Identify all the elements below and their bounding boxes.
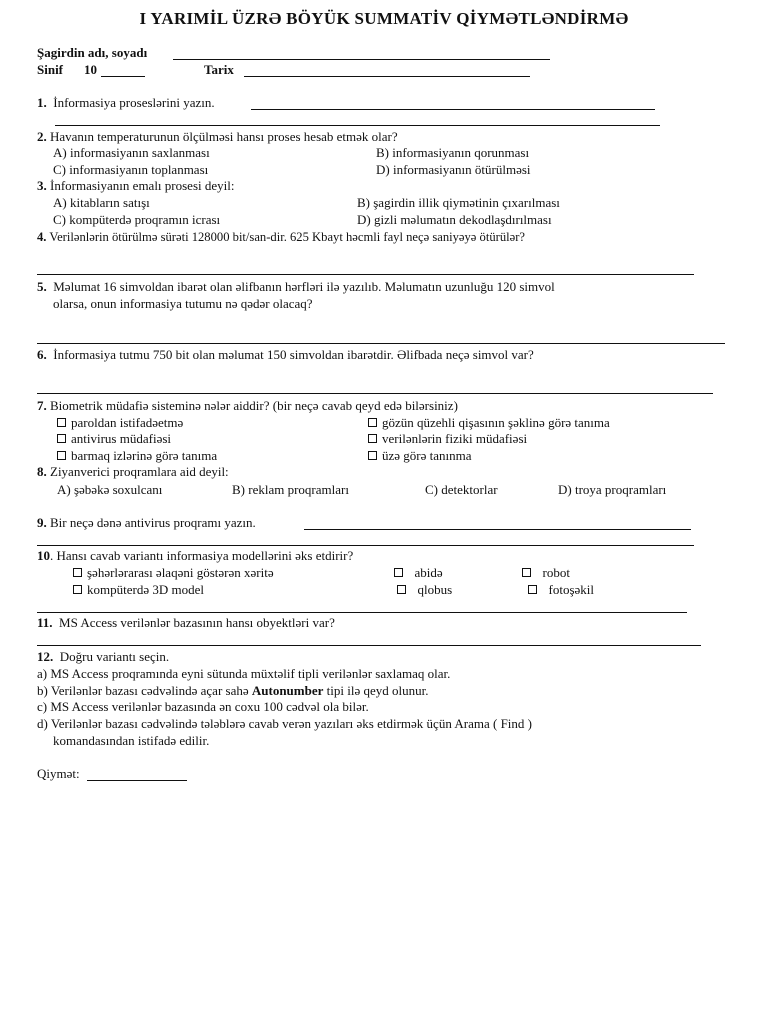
option-label: üzə görə tanınma bbox=[382, 448, 472, 463]
student-name-field[interactable] bbox=[173, 59, 550, 60]
statement-text: tipi ilə qeyd olunur. bbox=[326, 683, 429, 698]
option-label: kompüterdə 3D model bbox=[87, 582, 204, 597]
option-label: antivirus müdafiəsi bbox=[71, 431, 172, 446]
option-c[interactable]: C) informasiyanın toplanması bbox=[53, 162, 209, 177]
question-number: 8. bbox=[37, 464, 47, 479]
checkbox-option[interactable] bbox=[368, 431, 527, 447]
option-label: barmaq izlərinə görə tanıma bbox=[71, 448, 218, 463]
option-a[interactable]: A) şəbəkə soxulcanı bbox=[57, 482, 163, 497]
question-3 bbox=[37, 178, 234, 194]
question-text: Məlumat 16 simvoldan ibarət olan əlifbanın hərfləri ilə yazılıb. Məlumatın uzunluğu 120 simvol bbox=[53, 279, 555, 294]
statement-text: b) Verilənlər bazası cədvəlində açar sahə bbox=[37, 683, 249, 698]
answer-line[interactable] bbox=[37, 274, 694, 275]
checkbox-icon[interactable] bbox=[368, 418, 377, 427]
question-10 bbox=[37, 548, 353, 564]
answer-line[interactable] bbox=[251, 109, 655, 110]
statement-d-continued: komandasından istifadə edilir. bbox=[53, 733, 210, 748]
class-value: 10 bbox=[84, 62, 97, 77]
question-number: 10 bbox=[37, 548, 50, 563]
checkbox-option[interactable] bbox=[57, 415, 183, 431]
question-number: 9. bbox=[37, 515, 47, 530]
answer-line[interactable] bbox=[304, 529, 691, 530]
option-d[interactable]: D) gizli məlumatın dekodlaşdırılması bbox=[357, 212, 552, 227]
answer-line[interactable] bbox=[37, 545, 694, 546]
option-b[interactable]: B) reklam proqramları bbox=[232, 482, 349, 497]
question-text: MS Access verilənlər bazasının hansı obyektləri var? bbox=[59, 615, 335, 630]
question-text: Ziyanverici proqramlara aid deyil: bbox=[50, 464, 229, 479]
checkbox-icon[interactable] bbox=[368, 451, 377, 460]
question-8 bbox=[37, 464, 229, 480]
student-name-label: Şagirdin adı, soyadı bbox=[37, 45, 148, 60]
question-9 bbox=[37, 515, 256, 531]
answer-line[interactable] bbox=[37, 343, 725, 344]
question-text: . Hansı cavab variantı informasiya modellərini əks etdirir? bbox=[50, 548, 354, 563]
checkbox-option[interactable] bbox=[57, 448, 217, 464]
question-number: 4. bbox=[37, 230, 47, 244]
question-number: 1. bbox=[37, 95, 47, 110]
option-label: şəhərlərarası əlaqəni göstərən xəritə bbox=[87, 565, 274, 580]
statement-b[interactable] bbox=[37, 683, 428, 699]
option-label: gözün qüzehli qişasının şəklinə görə tanıma bbox=[382, 415, 610, 430]
statement-keyword: Autonumber bbox=[251, 683, 324, 698]
checkbox-icon[interactable] bbox=[528, 585, 537, 594]
question-4 bbox=[37, 229, 525, 245]
checkbox-icon[interactable] bbox=[57, 434, 66, 443]
question-5-continued: olarsa, onun informasiya tutumu nə qədər olacaq? bbox=[53, 296, 313, 311]
option-label: qlobus bbox=[417, 582, 453, 597]
answer-line[interactable] bbox=[55, 125, 660, 126]
checkbox-icon[interactable] bbox=[394, 568, 403, 577]
option-c[interactable]: C) kompüterdə proqramın icrası bbox=[53, 212, 221, 227]
question-11 bbox=[37, 615, 335, 631]
date-field[interactable] bbox=[244, 76, 530, 77]
option-c[interactable]: C) detektorlar bbox=[425, 482, 498, 497]
question-number: 12. bbox=[37, 649, 54, 664]
checkbox-icon[interactable] bbox=[368, 434, 377, 443]
class-label: Sinif bbox=[37, 62, 64, 77]
checkbox-option[interactable] bbox=[397, 582, 452, 598]
question-number: 11. bbox=[37, 615, 53, 630]
checkbox-option[interactable] bbox=[394, 565, 443, 581]
answer-line[interactable] bbox=[37, 612, 687, 613]
grade-label: Qiymət: bbox=[37, 766, 80, 781]
checkbox-option[interactable] bbox=[368, 448, 472, 464]
question-6 bbox=[37, 347, 534, 363]
checkbox-option[interactable] bbox=[73, 565, 274, 581]
question-text: Bir neçə dənə antivirus proqramı yazın. bbox=[50, 515, 256, 530]
statement-d[interactable]: d) Verilənlər bazası cədvəlində tələblərə cavab verən yazıları əks etdirmək üçün Arama ( Find ) bbox=[37, 716, 532, 731]
question-text: Havanın temperaturunun ölçülməsi hansı proses hesab etmək olar? bbox=[50, 129, 398, 144]
question-2 bbox=[37, 129, 398, 145]
checkbox-icon[interactable] bbox=[522, 568, 531, 577]
question-text: İnformasiya proseslərini yazın. bbox=[53, 95, 215, 110]
option-b[interactable]: B) informasiyanın qorunması bbox=[376, 145, 530, 160]
option-d[interactable]: D) informasiyanın ötürülməsi bbox=[376, 162, 531, 177]
statement-c[interactable]: c) MS Access verilənlər bazasında ən coxu 100 cədvəl ola bilər. bbox=[37, 699, 369, 714]
statement-a[interactable]: a) MS Access proqramında eyni sütunda müxtəlif tipli verilənlər saxlamaq olar. bbox=[37, 666, 451, 681]
checkbox-icon[interactable] bbox=[397, 585, 406, 594]
option-label: paroldan istifadəetmə bbox=[71, 415, 184, 430]
option-d[interactable]: D) troya proqramları bbox=[558, 482, 667, 497]
page-title: I YARIMİL ÜZRƏ BÖYÜK SUMMATİV QİYMƏTLƏNDİRMƏ bbox=[139, 9, 629, 28]
question-5 bbox=[37, 279, 555, 295]
option-label: verilənlərin fiziki müdafiəsi bbox=[382, 431, 528, 446]
question-number: 6. bbox=[37, 347, 47, 362]
checkbox-option[interactable] bbox=[368, 415, 610, 431]
checkbox-option[interactable] bbox=[528, 582, 594, 598]
checkbox-icon[interactable] bbox=[57, 451, 66, 460]
question-text: Biometrik müdafiə sisteminə nələr aiddir? (bir neçə cavab qeyd edə bilərsiniz) bbox=[50, 398, 458, 413]
question-number: 3. bbox=[37, 178, 47, 193]
question-text: Doğru variantı seçin. bbox=[59, 649, 170, 664]
answer-line[interactable] bbox=[37, 645, 701, 646]
question-text: Verilənlərin ötürülmə sürəti 128000 bit/san-dir. 625 Kbayt həcmli fayl neçə saniyəyə ötürülər? bbox=[49, 230, 525, 244]
option-b[interactable]: B) şagirdin illik qiymətinin çıxarılması bbox=[357, 195, 560, 210]
question-12 bbox=[37, 649, 169, 665]
option-label: fotoşəkil bbox=[548, 582, 594, 597]
option-a[interactable]: A) informasiyanın saxlanması bbox=[53, 145, 210, 160]
checkbox-option[interactable] bbox=[73, 582, 204, 598]
question-1 bbox=[37, 95, 215, 111]
checkbox-icon[interactable] bbox=[73, 585, 82, 594]
class-field[interactable] bbox=[101, 76, 145, 77]
checkbox-option[interactable] bbox=[57, 431, 171, 447]
checkbox-option[interactable] bbox=[522, 565, 570, 581]
question-number: 7. bbox=[37, 398, 47, 413]
question-text: İnformasiyanın emalı prosesi deyil: bbox=[50, 178, 235, 193]
date-label: Tarix bbox=[204, 62, 234, 77]
checkbox-icon[interactable] bbox=[57, 418, 66, 427]
grade-field[interactable] bbox=[87, 780, 187, 781]
question-7 bbox=[37, 398, 458, 414]
option-label: robot bbox=[542, 565, 570, 580]
question-number: 5. bbox=[37, 279, 47, 294]
checkbox-icon[interactable] bbox=[73, 568, 82, 577]
answer-line[interactable] bbox=[37, 393, 713, 394]
option-label: abidə bbox=[414, 565, 443, 580]
option-a[interactable]: A) kitabların satışı bbox=[53, 195, 150, 210]
question-number: 2. bbox=[37, 129, 47, 144]
question-text: İnformasiya tutmu 750 bit olan məlumat 150 simvoldan ibarətdir. Əlifbada neçə simvol var? bbox=[53, 347, 534, 362]
